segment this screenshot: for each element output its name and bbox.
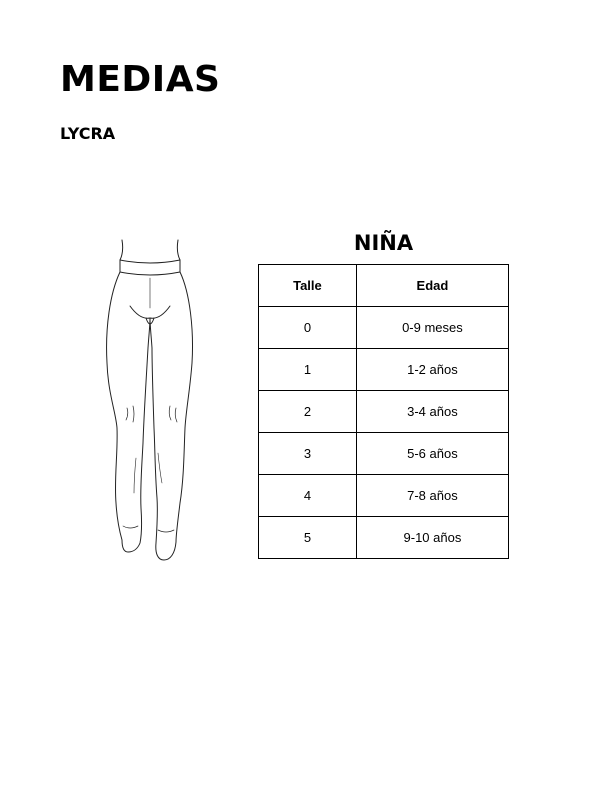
column-header-talle: Talle <box>259 265 357 307</box>
table-row <box>259 391 509 433</box>
age-cell: 9-10 años <box>356 517 508 559</box>
table-row <box>259 517 509 559</box>
table-row <box>259 349 509 391</box>
column-header-edad: Edad <box>356 265 508 307</box>
tights-illustration-icon <box>100 238 212 568</box>
age-cell: 1-2 años <box>356 349 508 391</box>
size-cell: 4 <box>259 475 357 517</box>
page-title: MEDIAS <box>60 59 221 100</box>
size-cell: 0 <box>259 307 357 349</box>
size-cell: 5 <box>259 517 357 559</box>
age-cell: 5-6 años <box>356 433 508 475</box>
table-header-row <box>259 265 509 307</box>
table-row <box>259 433 509 475</box>
table-row <box>259 475 509 517</box>
size-cell: 3 <box>259 433 357 475</box>
age-cell: 7-8 años <box>356 475 508 517</box>
age-cell: 0-9 meses <box>356 307 508 349</box>
size-cell: 1 <box>259 349 357 391</box>
age-cell: 3-4 años <box>356 391 508 433</box>
table-row <box>259 307 509 349</box>
page-subtitle: LYCRA <box>60 124 116 143</box>
size-table-heading: NIÑA <box>353 231 414 255</box>
size-table <box>258 264 509 559</box>
size-cell: 2 <box>259 391 357 433</box>
